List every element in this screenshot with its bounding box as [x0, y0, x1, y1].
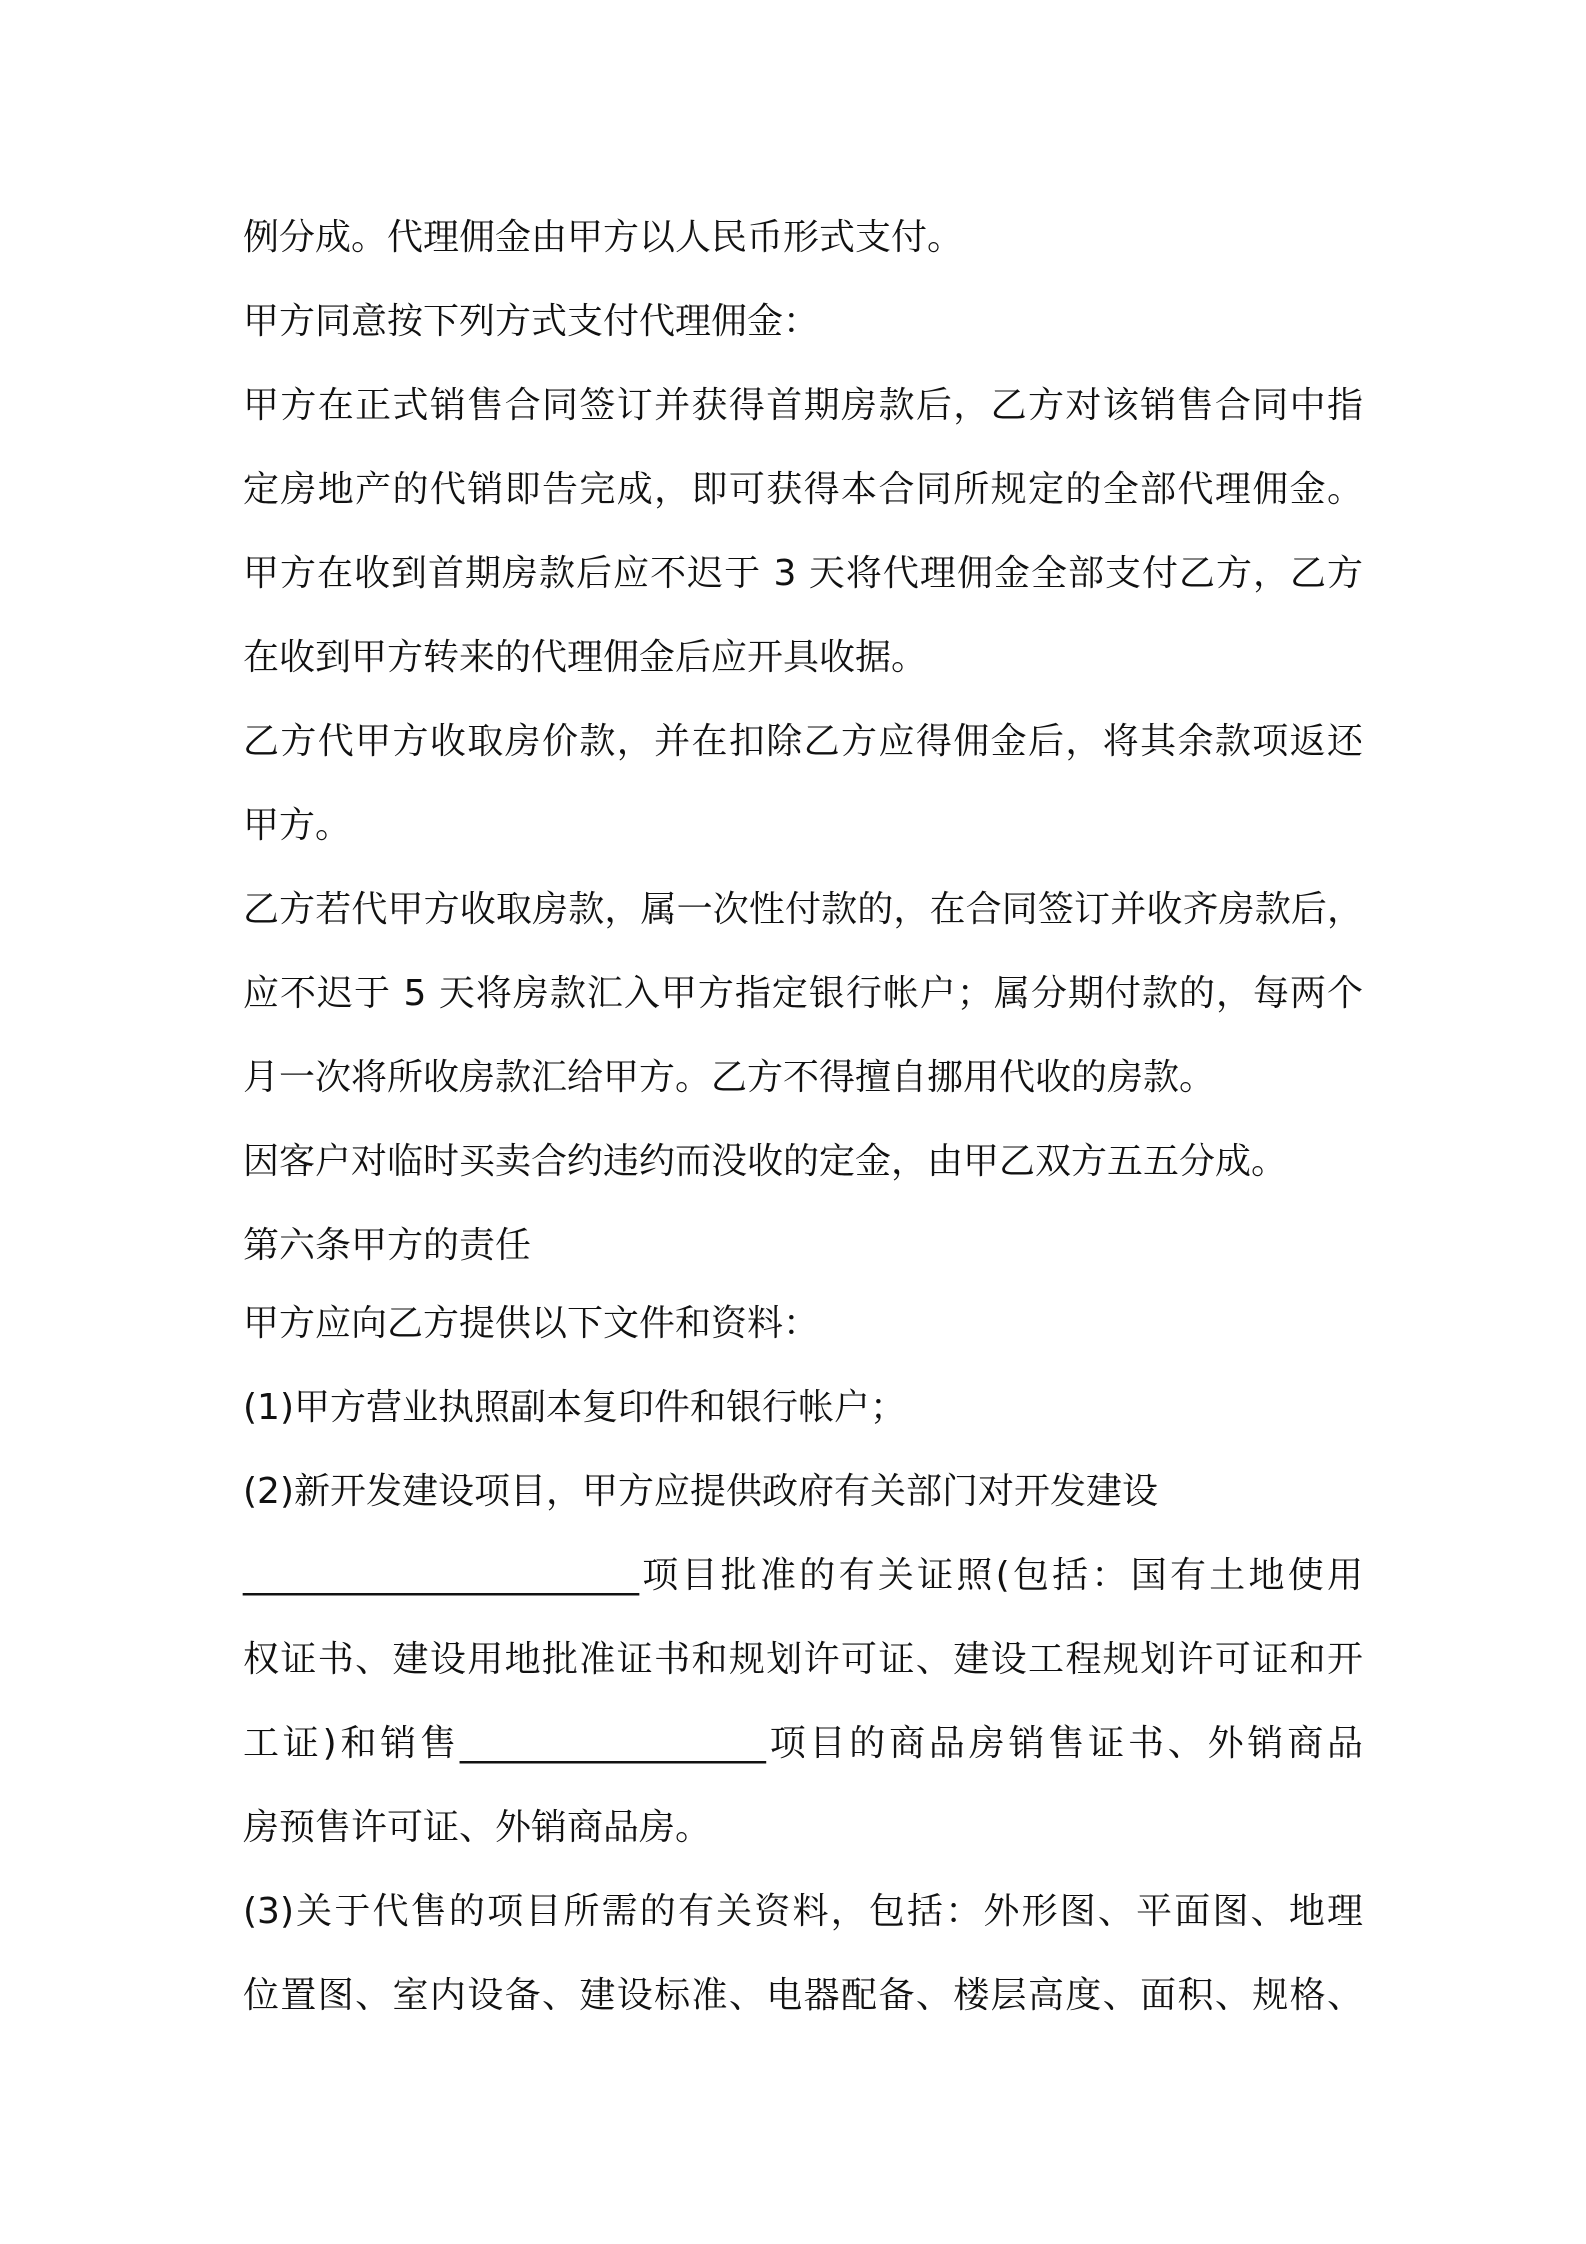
section-heading: 第六条甲方的责任 [243, 1225, 532, 1266]
paragraph-line: 应不迟于 5 天将房款汇入甲方指定银行帐户；属分期付款的，每两个 [243, 973, 1363, 1014]
list-item-line: (3)关于代售的项目所需的有关资料，包括：外形图、平面图、地理 [243, 1891, 1363, 1932]
list-item-line: (2)新开发建设项目，甲方应提供政府有关部门对开发建设 [243, 1471, 1158, 1512]
list-item-line: (1)甲方营业执照副本复印件和银行帐户； [243, 1387, 906, 1428]
paragraph-line: 乙方若代甲方收取房款，属一次性付款的，在合同签订并收齐房款后， [243, 889, 1363, 930]
paragraph-line: 乙方代甲方收取房价款，并在扣除乙方应得佣金后，将其余款项返还 [243, 721, 1363, 762]
paragraph-line: 房预售许可证、外销商品房。 [243, 1807, 712, 1848]
paragraph-line: 月一次将所收房款汇给甲方。乙方不得擅自挪用代收的房款。 [243, 1057, 1216, 1098]
contract-text-body [243, 196, 1363, 2038]
paragraph-line: 甲方应向乙方提供以下文件和资料： [243, 1303, 820, 1344]
paragraph-line: 在收到甲方转来的代理佣金后应开具收据。 [243, 637, 928, 678]
blank-fill-line: ______________________项目批准的有关证照(包括：国有土地使用 [243, 1555, 1363, 1596]
paragraph-line: 甲方同意按下列方式支付代理佣金： [243, 301, 820, 342]
blank-fill-line: 工证)和销售_________________项目的商品房销售证书、外销商品 [243, 1723, 1363, 1764]
paragraph-line: 甲方在正式销售合同签订并获得首期房款后，乙方对该销售合同中指 [243, 385, 1363, 426]
paragraph-line: 因客户对临时买卖合约违约而没收的定金，由甲乙双方五五分成。 [243, 1141, 1288, 1182]
paragraph-line: 权证书、建设用地批准证书和规划许可证、建设工程规划许可证和开 [243, 1639, 1363, 1680]
paragraph-line: 例分成。代理佣金由甲方以人民币形式支付。 [243, 217, 964, 258]
paragraph-line: 定房地产的代销即告完成，即可获得本合同所规定的全部代理佣金。 [243, 469, 1363, 510]
paragraph-line: 位置图、室内设备、建设标准、电器配备、楼层高度、面积、规格、 [243, 1975, 1363, 2016]
paragraph-line: 甲方。 [243, 805, 352, 846]
paragraph-line: 甲方在收到首期房款后应不迟于 3 天将代理佣金全部支付乙方，乙方 [243, 553, 1363, 594]
